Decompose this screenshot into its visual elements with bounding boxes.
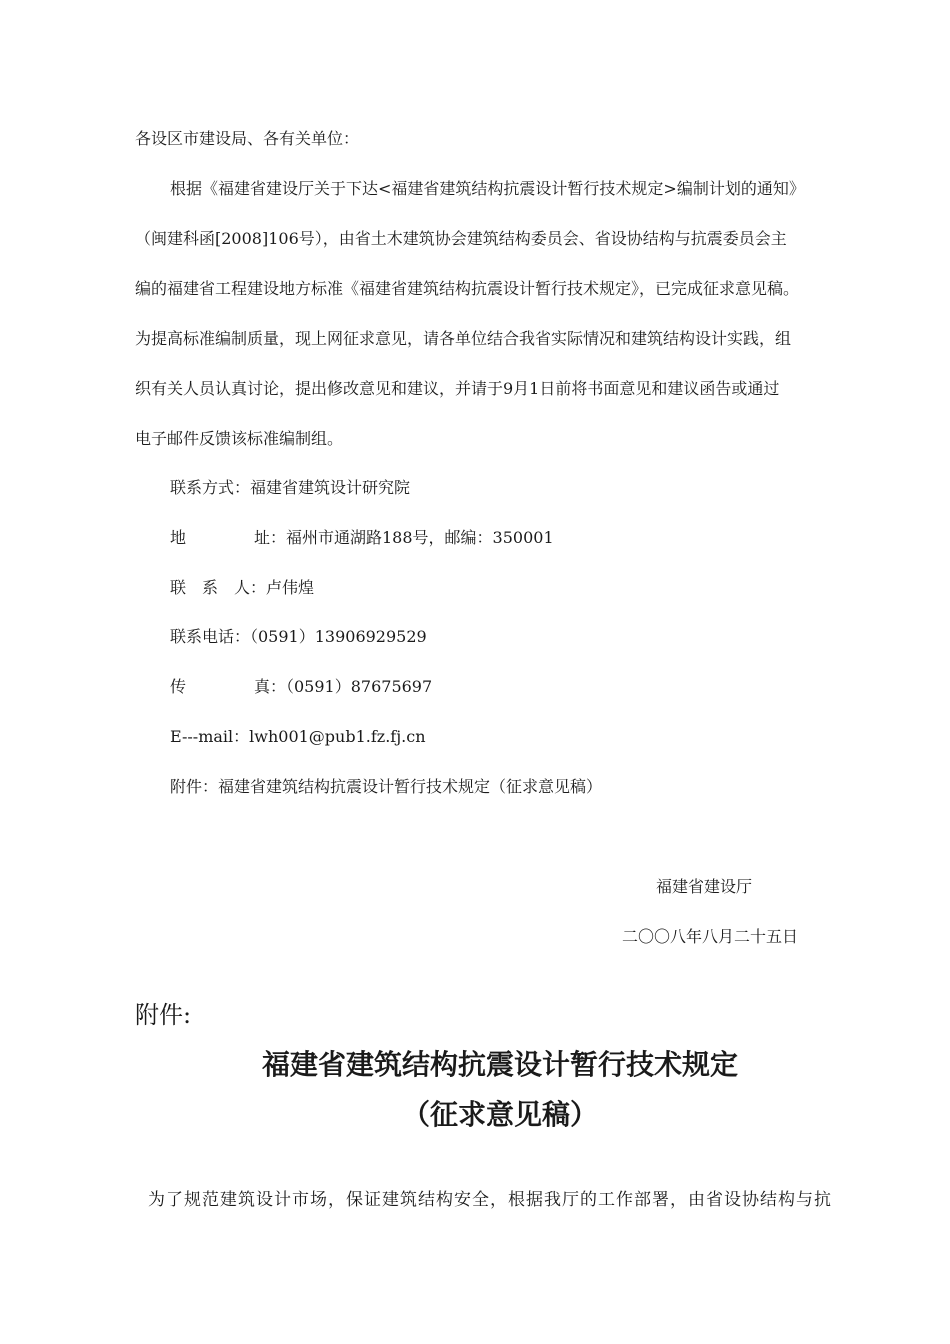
- body-line-6: 电子邮件反馈该标准编制组。: [135, 429, 344, 448]
- contact-email[interactable]: E---mail：lwh001@pub1.fz.fj.cn: [170, 727, 426, 746]
- document-subtitle: （征求意见稿）: [401, 1098, 598, 1131]
- contact-person: [170, 577, 314, 599]
- body-line-3: 编的福建省工程建设地方标准《福建省建筑结构抗震设计暂行技术规定》，已完成征求意见稿。: [135, 279, 800, 298]
- document-title: 福建省建筑结构抗震设计暂行技术规定: [261, 1048, 738, 1081]
- signature-org: 福建省建设厅: [656, 877, 753, 896]
- fax-label: 传: [170, 677, 187, 696]
- person-value: 卢伟煌: [266, 578, 315, 597]
- body-line-2: （闽建科函[2008]106号），由省土木建筑协会建筑结构委员会、省设协结构与抗震委员会主: [135, 229, 787, 248]
- signature-date: 二〇〇八年八月二十五日: [622, 927, 799, 946]
- person-label: 联 系 人：: [170, 578, 267, 597]
- contact-fax: [170, 676, 432, 698]
- address-label: 地: [170, 528, 187, 547]
- intro-paragraph: 为了规范建筑设计市场，保证建筑结构安全，根据我厅的工作部署，由省设协结构与抗: [148, 1190, 832, 1210]
- contact-method: 联系方式：福建省建筑设计研究院: [170, 478, 411, 497]
- body-line-1: 根据《福建省建设厅关于下达<福建省建筑结构抗震设计暂行技术规定>编制计划的通知》: [170, 179, 805, 198]
- attachment-label: 附件:: [135, 1001, 192, 1029]
- salutation: 各设区市建设局、各有关单位：: [135, 129, 360, 148]
- contact-phone: 联系电话：（0591）13906929529: [170, 627, 427, 646]
- address-value: 址：福州市通湖路188号，邮编：350001: [254, 528, 554, 547]
- body-line-5: 织有关人员认真讨论，提出修改意见和建议，并请于9月1日前将书面意见和建议函告或通过: [135, 379, 780, 398]
- contact-attachment: 附件：福建省建筑结构抗震设计暂行技术规定（征求意见稿）: [170, 777, 603, 796]
- fax-value: 真：（0591）87675697: [254, 677, 433, 696]
- contact-address: [170, 527, 554, 549]
- body-line-4: 为提高标准编制质量，现上网征求意见，请各单位结合我省实际情况和建筑结构设计实践，组: [135, 329, 792, 348]
